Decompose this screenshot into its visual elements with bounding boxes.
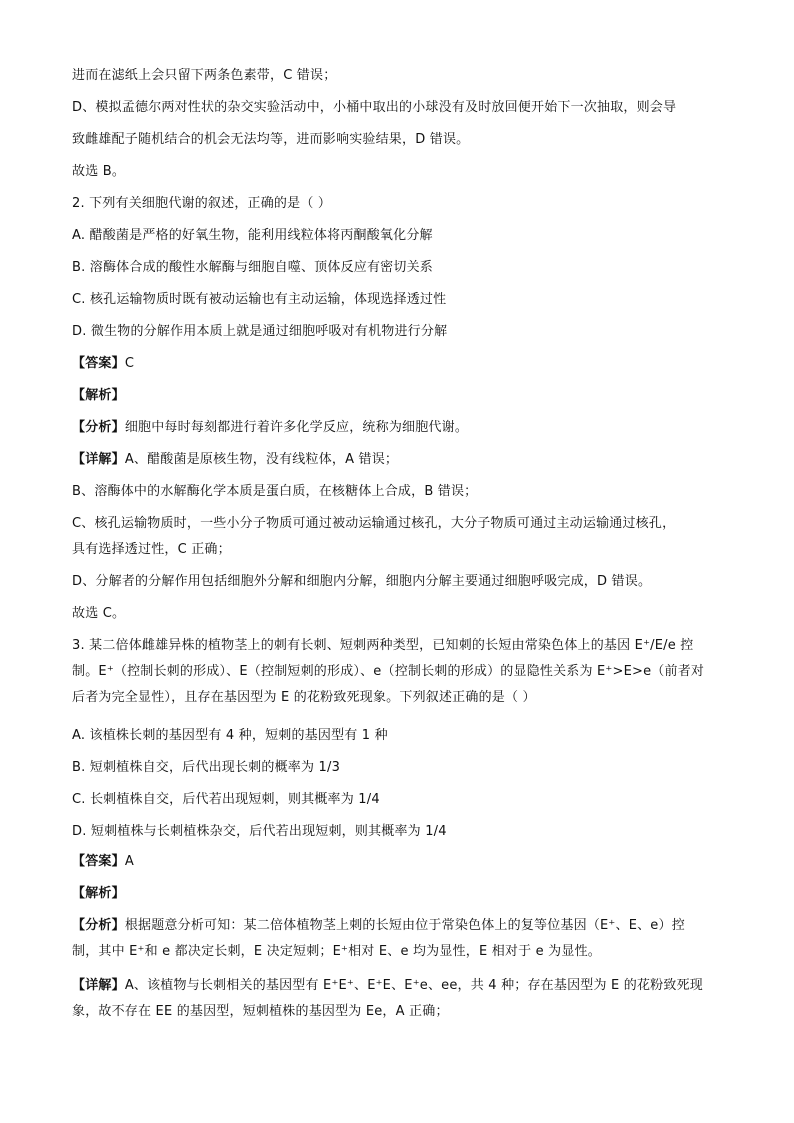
q2-answer (72, 355, 722, 373)
q2-choice: 故选 C。 (72, 606, 126, 621)
detail-label: 【详解】 (72, 452, 125, 467)
q3-analysis-line-1 (72, 917, 722, 935)
q3-detail-a-line-2: 象，故不存在 EE 的基因型，短刺植株的基因型为 Ee，A 正确； (72, 1004, 449, 1019)
analysis-label: 【分析】 (72, 918, 125, 933)
prev-option-d-line-1: D、模拟孟德尔两对性状的杂交实验活动中，小桶中取出的小球没有及时放回便开始下一次抽取，则会导 (72, 100, 677, 115)
q3-option-b: B. 短刺植株自交，后代出现长刺的概率为 1/3 (72, 760, 341, 775)
q2-detail-c-line-2: 具有选择透过性，C 正确； (72, 542, 231, 557)
q2-analysis-tag: 【解析】 (72, 388, 125, 403)
analysis-text: 根据题意分析可知：某二倍体植物茎上刺的长短由位于常染色体上的复等位基因（E⁺、E、e）控 (124, 918, 685, 933)
q3-option-c: C. 长刺植株自交，后代若出现短刺，则其概率为 1/4 (72, 792, 380, 807)
answer-value: A (124, 854, 134, 869)
answer-tag: 【答案】 (72, 356, 125, 371)
q2-analysis (72, 419, 722, 437)
q3-stem-line-2: 制。E⁺（控制长刺的形成）、E（控制短刺的形成）、e（控制长刺的形成）的显隐性关系为 E⁺>E>e（前者对 (72, 664, 705, 679)
q3-stem-line-3: 后者为完全显性），且存在基因型为 E 的花粉致死现象。下列叙述正确的是（ ） (72, 690, 536, 705)
q2-option-d: D. 微生物的分解作用本质上就是通过细胞呼吸对有机物进行分解 (72, 324, 448, 339)
q2-option-c: C. 核孔运输物质时既有被动运输也有主动运输，体现选择透过性 (72, 292, 447, 307)
answer-value: C (124, 356, 135, 371)
detail-label: 【详解】 (72, 978, 125, 993)
analysis-text: 细胞中每时每刻都进行着许多化学反应，统称为细胞代谢。 (124, 420, 469, 435)
q2-detail-d: D、分解者的分解作用包括细胞外分解和细胞内分解，细胞内分解主要通过细胞呼吸完成，D 错误。 (72, 574, 652, 589)
q2-option-b: B. 溶酶体合成的酸性水解酶与细胞自噬、顶体反应有密切关系 (72, 260, 433, 275)
q3-option-d: D. 短刺植株与长刺植株杂交，后代若出现短刺，则其概率为 1/4 (72, 824, 447, 839)
q3-stem-line-1: 3. 某二倍体雌雄异株的植物茎上的刺有长刺、短刺两种类型，已知刺的长短由常染色体上的基因 E⁺/E/e 控 (72, 638, 694, 653)
q2-detail-b: B、溶酶体中的水解酶化学本质是蛋白质，在核糖体上合成，B 错误； (72, 484, 478, 499)
answer-tag: 【答案】 (72, 854, 125, 869)
q2-option-a: A. 醋酸菌是严格的好氧生物，能利用线粒体将丙酮酸氧化分解 (72, 228, 433, 243)
q3-analysis-tag: 【解析】 (72, 886, 125, 901)
analysis-label: 【分析】 (72, 420, 125, 435)
detail-a-text: A、该植物与长刺相关的基因型有 E⁺E⁺、E⁺E、E⁺e、ee，共 4 种；存在基因型为 E 的花粉致死现 (124, 978, 703, 993)
q3-answer (72, 853, 722, 871)
q2-detail-c-line-1: C、核孔运输物质时，一些小分子物质可通过被动运输通过核孔，大分子物质可通过主动运输通过核孔， (72, 516, 676, 531)
q2-stem: 2. 下列有关细胞代谢的叙述，正确的是（ ） (72, 196, 332, 211)
prev-option-c-tail: 进而在滤纸上会只留下两条色素带，C 错误； (72, 68, 337, 83)
q3-analysis-line-2: 制，其中 E⁺和 e 都决定长刺，E 决定短刺；E⁺相对 E、e 均为显性，E 相对于 e 为显性。 (72, 944, 601, 959)
detail-a-text: A、醋酸菌是原核生物，没有线粒体，A 错误； (124, 452, 399, 467)
prev-option-d-line-2: 致雌雄配子随机结合的机会无法均等，进而影响实验结果，D 错误。 (72, 132, 470, 147)
q2-detail-a (72, 451, 722, 469)
q3-option-a: A. 该植株长刺的基因型有 4 种，短刺的基因型有 1 种 (72, 728, 388, 743)
prev-choice: 故选 B。 (72, 164, 126, 179)
q3-detail-a-line-1 (72, 977, 722, 995)
